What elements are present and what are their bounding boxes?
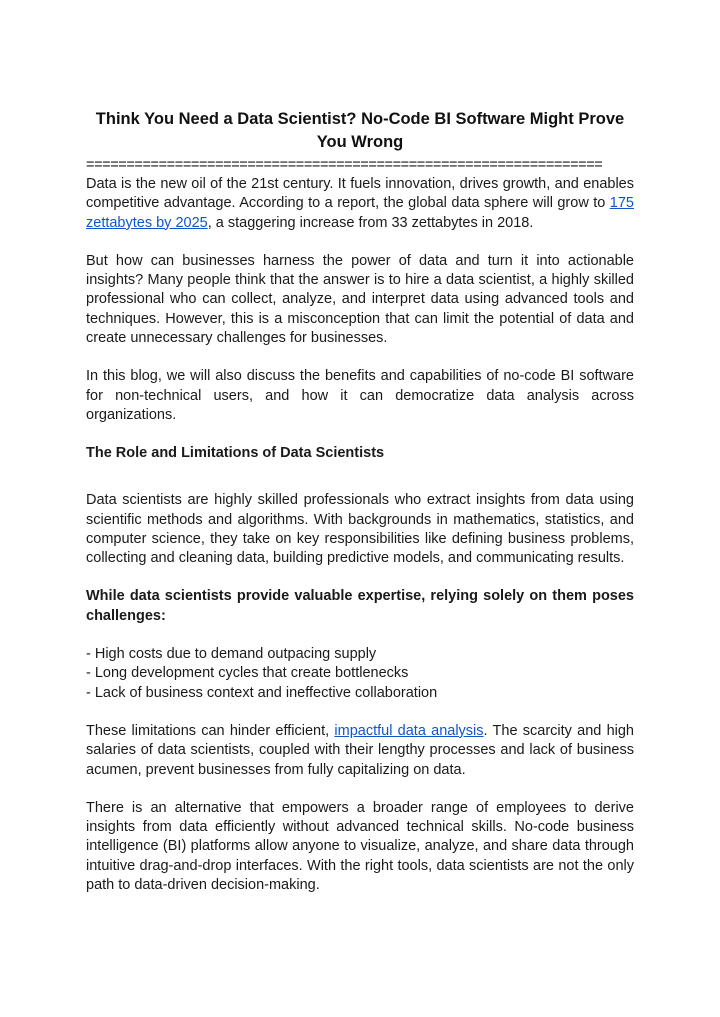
- document-title: Think You Need a Data Scientist? No-Code BI Software Might Prove You Wrong: [95, 110, 625, 151]
- list-item: - Lack of business context and ineffective collaboration: [86, 684, 438, 701]
- paragraph-limitations: [86, 722, 634, 780]
- paragraph-intro-text-b: , a staggering increase from 33 zettabytes in 2018.: [207, 214, 534, 231]
- paragraph-intro: [86, 175, 634, 233]
- section-heading-role-limitations: The Role and Limitations of Data Scientists: [86, 445, 385, 462]
- paragraph-data-scientists: Data scientists are highly skilled professionals who extract insights from data using scientific methods and algorithms. With backgrounds in mathematics, statistics, and computer science, they take on key responsibilities like defining business problems, collecting and cleaning data, building predictive models, and communicating results.: [86, 492, 634, 567]
- impactful-data-analysis-link[interactable]: impactful data analysis: [334, 722, 484, 739]
- paragraph-alternative: There is an alternative that empowers a broader range of employees to derive insights from data efficiently without advanced technical skills. No-code business intelligence (BI) platforms allow anyone to visualize, analyze, and share data through intuitive drag-and-drop interfaces. With the right tools, data scientists are not the only path to data-driven decision-making.: [86, 799, 634, 894]
- paragraph-blog-scope: In this blog, we will also discuss the benefits and capabilities of no-code BI software for non-technical users, and how it can democratize data analysis across organizations.: [86, 368, 634, 423]
- paragraph-question: But how can businesses harness the power of data and turn it into actionable insights? Many people think that the answer is to hire a data scientist, a highly skilled professional who can collect, analyze, and interpret data using advanced tools and techniques. However, this is a misconception that can limit the potential of data and create unnecessary challenges for businesses.: [86, 252, 634, 347]
- zettabytes-link[interactable]: 175 zettabytes by 2025: [86, 195, 634, 231]
- document-page: [86, 0, 634, 895]
- challenges-list: [86, 645, 634, 703]
- paragraph-intro-text-a: Data is the new oil of the 21st century. It fuels innovation, drives growth, and enables competitive advantage. According to a report, the global data sphere will grow to: [86, 176, 634, 212]
- title-underline-rule: ================================================================: [86, 157, 603, 173]
- paragraph-limitations-text-a: These limitations can hinder efficient,: [86, 722, 335, 739]
- list-item: - Long development cycles that create bottlenecks: [86, 665, 409, 682]
- paragraph-challenges-intro: While data scientists provide valuable expertise, relying solely on them poses challenges:: [86, 588, 634, 624]
- paragraph-limitations-text-b: . The scarcity and high salaries of data scientists, coupled with their lengthy processes and lack of business acumen, prevent businesses from fully capitalizing on data.: [86, 722, 634, 778]
- list-item: - High costs due to demand outpacing supply: [86, 646, 377, 663]
